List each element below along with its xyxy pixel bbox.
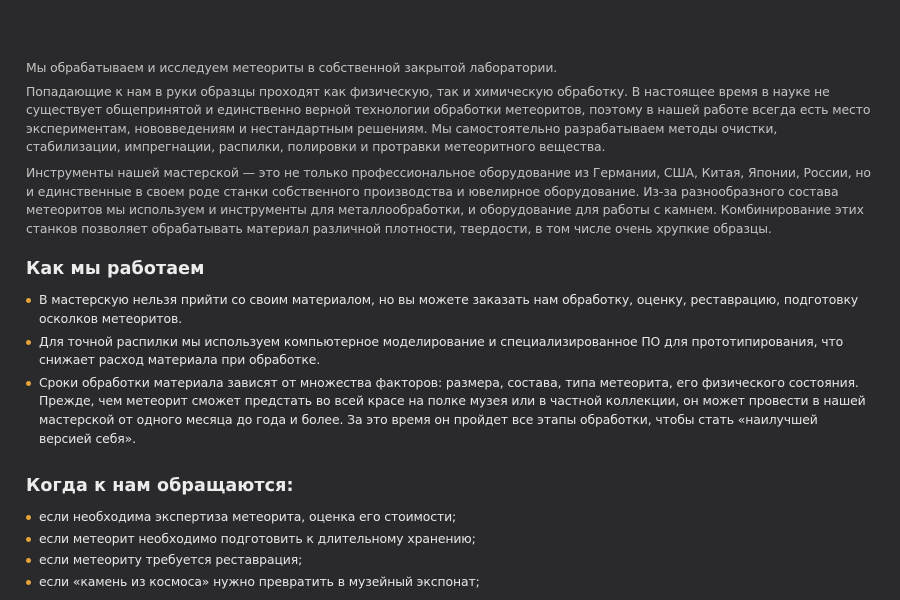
bullet-icon <box>26 340 31 345</box>
list-item <box>26 333 874 370</box>
bullet-icon <box>26 537 31 542</box>
list-item-text: если метеориту требуется реставрация; <box>39 552 303 568</box>
list-item <box>26 291 874 328</box>
list-item-text: Для точной распилки мы используем компьютерное моделирование и специализированное ПО для прототипирования, что снижает расход материала при обработке. <box>39 333 844 368</box>
bullet-icon <box>26 381 31 386</box>
list-item <box>26 530 874 549</box>
list-item-text: если необходима экспертиза метеорита, оценка его стоимости; <box>39 509 457 525</box>
bullet-icon <box>26 558 31 563</box>
list-item <box>26 551 874 570</box>
how-we-work-list <box>26 291 874 448</box>
intro-paragraph-2: Попадающие к нам в руки образцы проходят как физическую, так и химическую обработку. В настоящее время в науке не существует общепринятой и единственно верной технологии обработки метеоритов, поэтому в нашей работе всегда есть место экспериментам, нововведениям и нестандартным решениям. Мы самостоятельно разрабатываем методы очистки, стабилизации, импрегнации, распилки, полировки и протравки метеоритного вещества. <box>26 83 871 155</box>
list-item-text: если метеорит необходимо подготовить к длительному хранению; <box>39 530 476 546</box>
bullet-icon <box>26 580 31 585</box>
how-we-work-heading: Как мы работаем <box>26 259 205 280</box>
bullet-icon <box>26 515 31 520</box>
intro-paragraph-1: Мы обрабатываем и исследуем метеориты в собственной закрытой лаборатории. <box>26 60 558 75</box>
when-to-contact-list <box>26 508 874 591</box>
list-item <box>26 508 874 527</box>
bullet-icon <box>26 298 31 303</box>
list-item-text: В мастерскую нельзя прийти со своим материалом, но вы можете заказать нам обработку, оценку, реставрацию, подготовку осколков метеоритов. <box>39 292 859 326</box>
list-item <box>26 573 874 592</box>
intro-paragraph-3: Инструменты нашей мастерской — это не только профессиональное оборудование из Германии, США, Китая, Японии, России, но и единственные в своем роде станки собственного производства и ювелирное оборудование. Из-за разнообразного состава метеоритов мы используем и инструменты для металлообработки, и оборудование для работы с камнем. Комбинирование этих станков позволяет обрабатывать материал различной плотности, твердости, в том числе очень хрупкие образцы. <box>26 164 871 236</box>
list-item <box>26 374 874 448</box>
list-item-text: Сроки обработки материала зависят от множества факторов: размера, состава, типа метеорита, его физического состояния. Прежде, чем метеорит сможет предстать во всей красе на полке музея или в частной коллекции, он может провести в нашей мастерской от одного месяца до года и более. За это время он пройдет все этапы обработки, чтобы стать «наилучшей версией себя». <box>39 374 866 446</box>
list-item-text: если «камень из космоса» нужно превратить в музейный экспонат; <box>39 573 480 589</box>
when-to-contact-heading: Когда к нам обращаются: <box>26 476 294 497</box>
